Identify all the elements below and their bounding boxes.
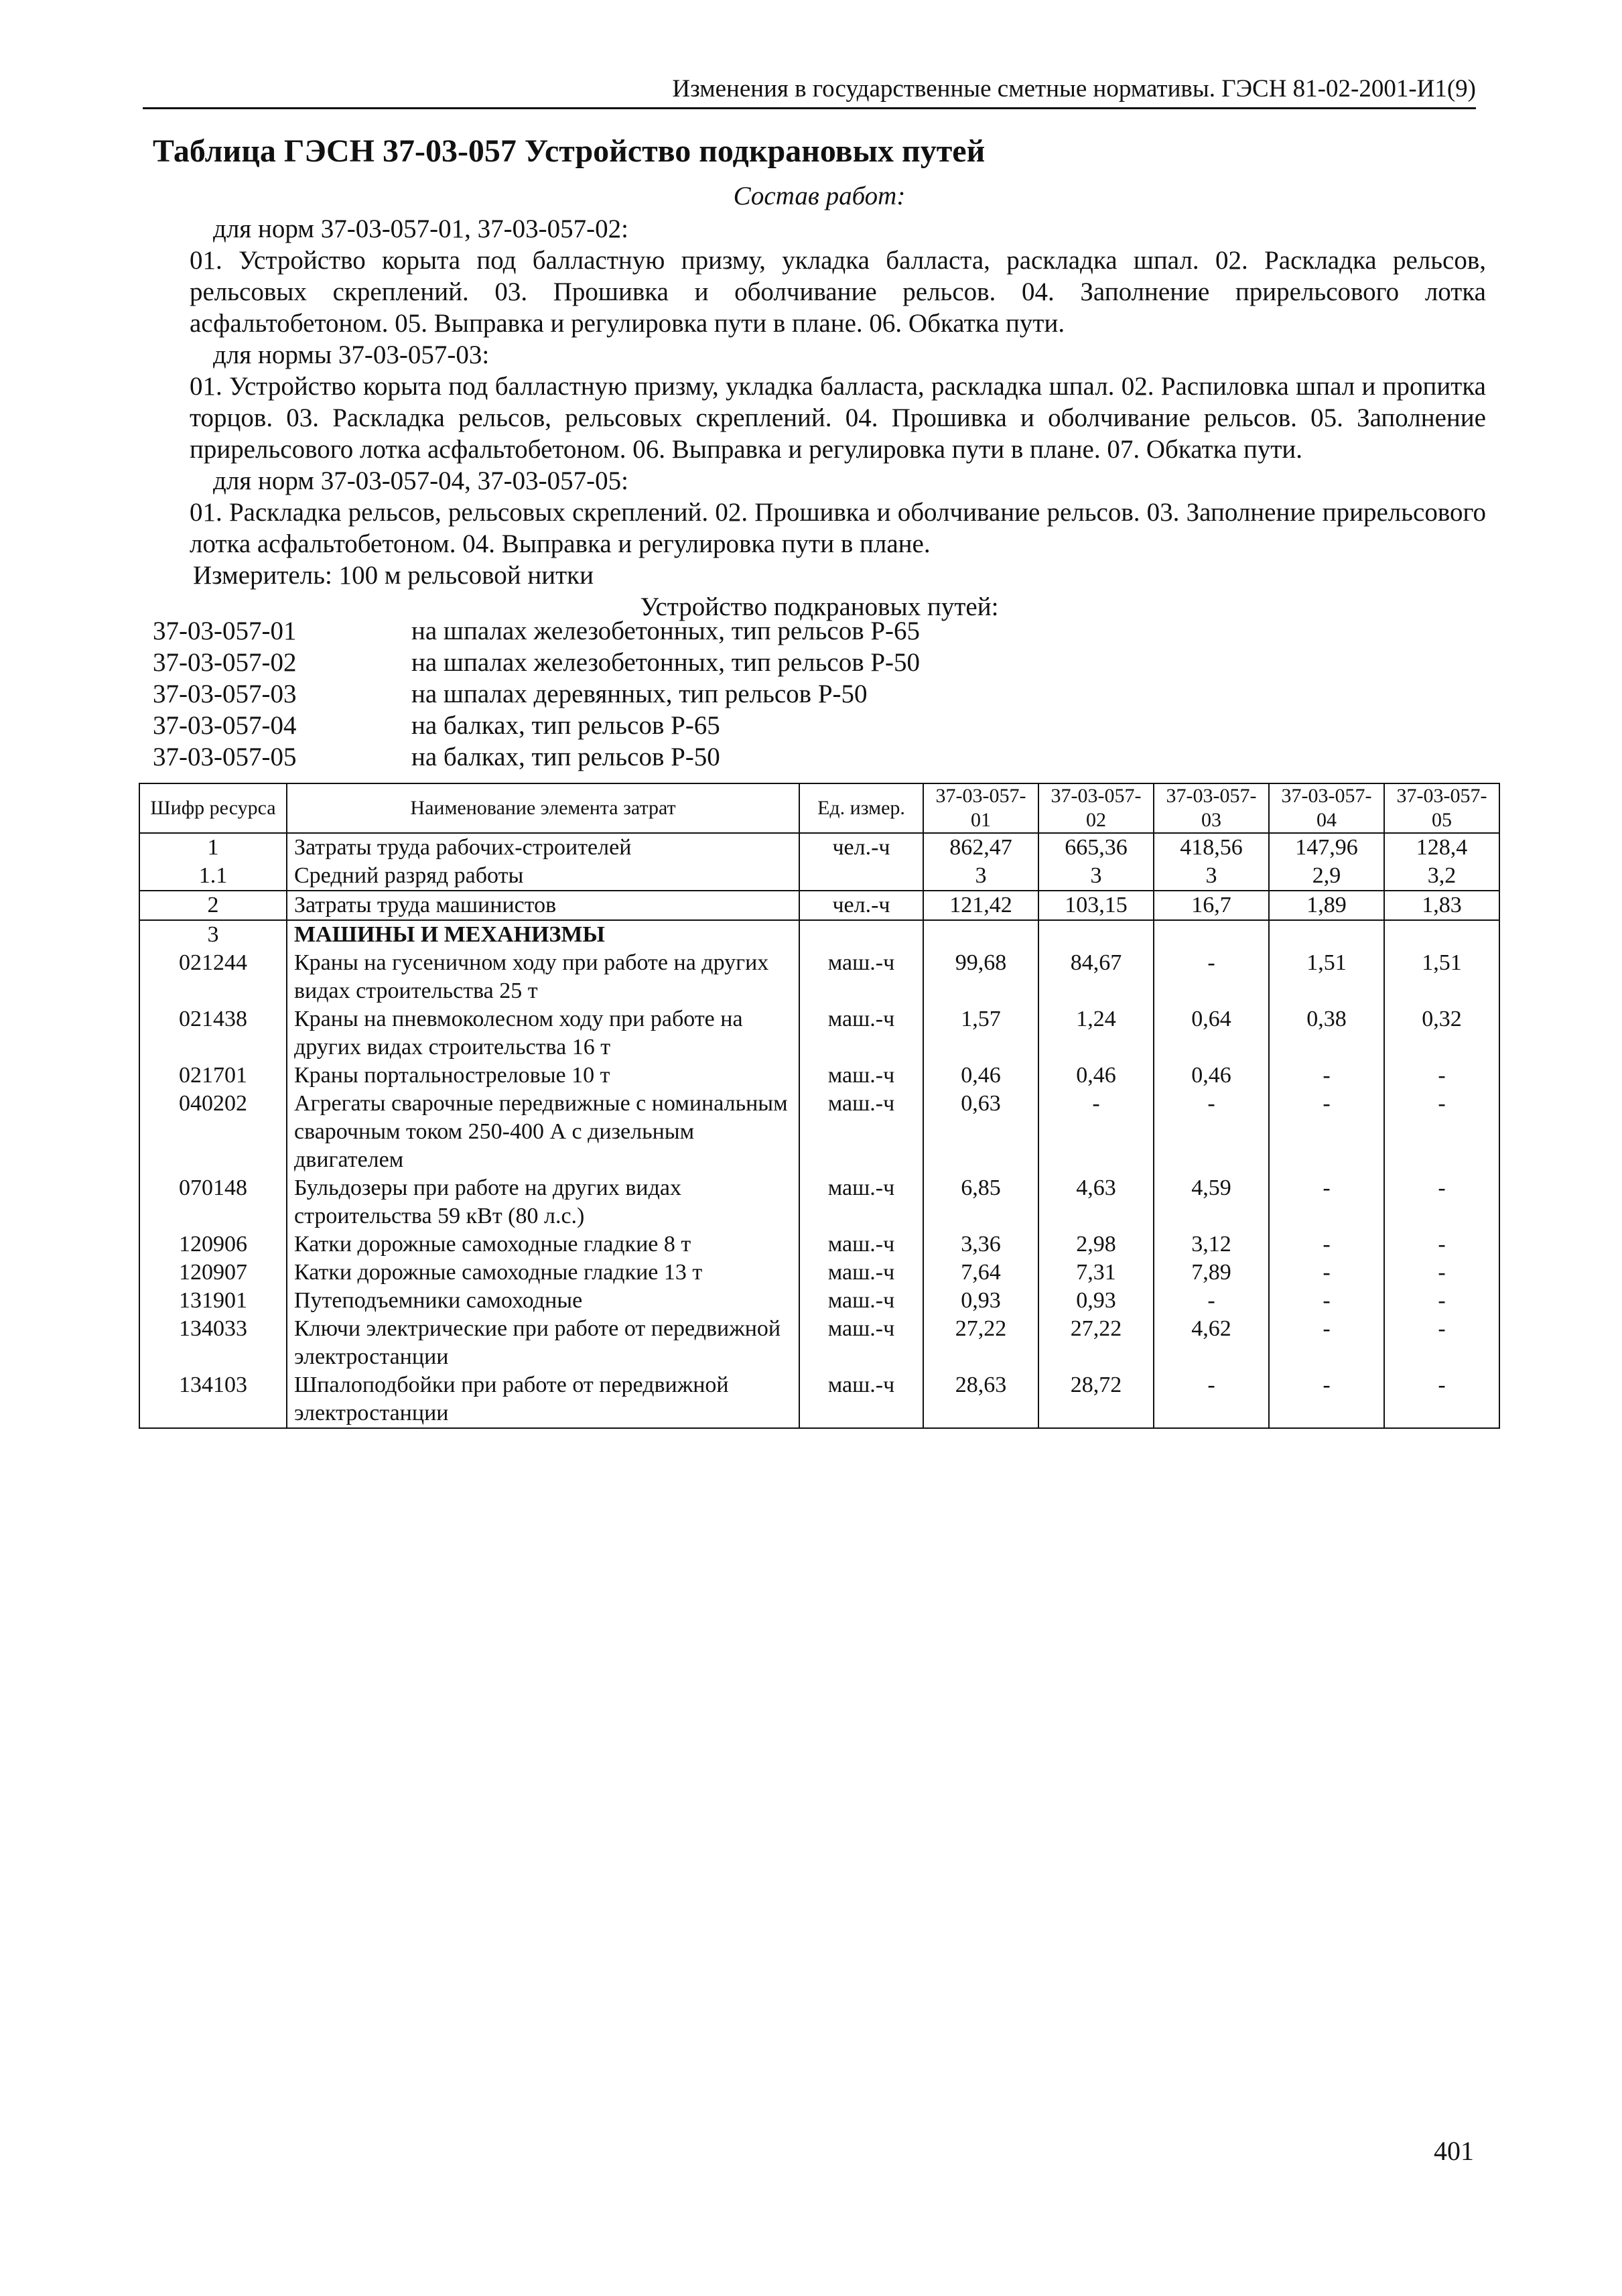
- table-row: [139, 862, 1499, 891]
- unit: маш.-ч: [799, 1287, 923, 1315]
- resource-code: 120907: [139, 1259, 287, 1287]
- norm-value: 862,47: [923, 833, 1038, 862]
- norm-description: на шпалах железобетонных, тип рельсов Р-65: [411, 617, 921, 645]
- running-header: Изменения в государственные сметные нормативы. ГЭСН 81-02-2001-И1(9): [143, 72, 1476, 109]
- norm-value: 1,51: [1269, 949, 1384, 1005]
- norm-value: 0,64: [1154, 1005, 1269, 1062]
- norm-value: -: [1384, 1259, 1499, 1287]
- work-composition-heading: Состав работ:: [733, 182, 906, 210]
- page-title: Таблица ГЭСН 37-03-057 Устройство подкрановых путей: [153, 133, 986, 169]
- table-row: [139, 949, 1499, 1005]
- norm-value: -: [1269, 1062, 1384, 1090]
- unit: маш.-ч: [799, 1174, 923, 1230]
- resource-code: 021244: [139, 949, 287, 1005]
- unit: маш.-ч: [799, 1090, 923, 1174]
- resource-code: 021701: [139, 1062, 287, 1090]
- resource-code: 134033: [139, 1315, 287, 1371]
- norm-value: -: [1269, 1371, 1384, 1428]
- resource-code: 131901: [139, 1287, 287, 1315]
- cost-element-name: Шпалоподбойки при работе от передвижной электростанции: [287, 1371, 799, 1428]
- table-row: [139, 1315, 1499, 1371]
- norm-value: 0,38: [1269, 1005, 1384, 1062]
- norm-value: 84,67: [1038, 949, 1154, 1005]
- norm-value: -: [1269, 1315, 1384, 1371]
- norm-value: -: [1269, 1287, 1384, 1315]
- norm-value: 6,85: [923, 1174, 1038, 1230]
- norm-value: 2,9: [1269, 862, 1384, 891]
- norm-value: -: [1384, 1090, 1499, 1174]
- norm-value: 1,83: [1384, 891, 1499, 920]
- norm-value: 0,46: [1154, 1062, 1269, 1090]
- norm-value: 1,51: [1384, 949, 1499, 1005]
- body-paragraph: для нормы 37-03-057-03:: [213, 340, 490, 369]
- norm-value: 7,64: [923, 1259, 1038, 1287]
- cost-element-name: МАШИНЫ И МЕХАНИЗМЫ: [287, 920, 799, 949]
- norm-value: -: [1384, 1230, 1499, 1259]
- resource-code: 1.1: [139, 862, 287, 891]
- resource-code: 040202: [139, 1090, 287, 1174]
- norm-value: 3: [1038, 862, 1154, 891]
- norm-value: 1,24: [1038, 1005, 1154, 1062]
- column-header: 37-03-057-02: [1038, 783, 1154, 833]
- cost-element-name: Краны на пневмоколесном ходу при работе на других видах строительства 16 т: [287, 1005, 799, 1062]
- norm-value: 4,62: [1154, 1315, 1269, 1371]
- column-header: 37-03-057-01: [923, 783, 1038, 833]
- norm-value: 418,56: [1154, 833, 1269, 862]
- resource-code: 070148: [139, 1174, 287, 1230]
- cost-element-name: Краны портальностреловые 10 т: [287, 1062, 799, 1090]
- norm-value: 4,59: [1154, 1174, 1269, 1230]
- table-row: [139, 1090, 1499, 1174]
- norm-value: 3,2: [1384, 862, 1499, 891]
- table-row: [139, 1371, 1499, 1428]
- table-row: [139, 1230, 1499, 1259]
- table-row: [139, 891, 1499, 920]
- norm-item: [153, 615, 920, 647]
- column-header: 37-03-057-03: [1154, 783, 1269, 833]
- norm-value: 3: [923, 862, 1038, 891]
- cost-element-name: Катки дорожные самоходные гладкие 8 т: [287, 1230, 799, 1259]
- norm-value: -: [1154, 1287, 1269, 1315]
- body-paragraph: для норм 37-03-057-01, 37-03-057-02:: [213, 214, 628, 243]
- norm-value: 99,68: [923, 949, 1038, 1005]
- norm-value: 103,15: [1038, 891, 1154, 920]
- unit: маш.-ч: [799, 1371, 923, 1428]
- norm-value: -: [1384, 1062, 1499, 1090]
- work-composition-text: [153, 213, 1486, 623]
- table-row: [139, 1174, 1499, 1230]
- norm-value: 2,98: [1038, 1230, 1154, 1259]
- body-paragraph: Измеритель: 100 м рельсовой нитки: [193, 561, 594, 590]
- norm-value: -: [1384, 1371, 1499, 1428]
- norm-description: на шпалах деревянных, тип рельсов Р-50: [411, 680, 868, 708]
- norm-description: на шпалах железобетонных, тип рельсов Р-50: [411, 648, 921, 677]
- norm-value: 147,96: [1269, 833, 1384, 862]
- norm-value: [1269, 920, 1384, 949]
- unit: [799, 862, 923, 891]
- table-header-row: [139, 783, 1499, 833]
- body-paragraph: 01. Устройство корыта под балластную призму, укладка балласта, раскладка шпал. 02. Раскладка рельсов, рельсовых скреплений. 03. Прошивка и оболчивание рельсов. 04. Заполнение прирельсового лотка асфальтобетоном. 05. Выправка и регулировка пути в плане. 06. Обкатка пути.: [190, 246, 1486, 338]
- unit: маш.-ч: [799, 1259, 923, 1287]
- column-header: Шифр ресурса: [139, 783, 287, 833]
- norm-value: -: [1384, 1287, 1499, 1315]
- table-row: [139, 833, 1499, 862]
- cost-element-name: Затраты труда машинистов: [287, 891, 799, 920]
- norm-code: 37-03-057-04: [153, 711, 297, 740]
- norm-value: -: [1384, 1315, 1499, 1371]
- norm-value: 27,22: [1038, 1315, 1154, 1371]
- unit: [799, 920, 923, 949]
- norm-value: 665,36: [1038, 833, 1154, 862]
- unit: чел.-ч: [799, 833, 923, 862]
- cost-element-name: Катки дорожные самоходные гладкие 13 т: [287, 1259, 799, 1287]
- cost-element-name: Агрегаты сварочные передвижные с номинальным сварочным током 250-400 А с дизельным двигателем: [287, 1090, 799, 1174]
- norm-value: -: [1154, 1371, 1269, 1428]
- cost-element-name: Краны на гусеничном ходу при работе на других видах строительства 25 т: [287, 949, 799, 1005]
- cost-element-name: Ключи электрические при работе от передвижной электростанции: [287, 1315, 799, 1371]
- norm-value: [1384, 920, 1499, 949]
- column-header: 37-03-057-05: [1384, 783, 1499, 833]
- unit: маш.-ч: [799, 1062, 923, 1090]
- norm-value: 28,72: [1038, 1371, 1154, 1428]
- body-paragraph: 01. Раскладка рельсов, рельсовых скреплений. 02. Прошивка и оболчивание рельсов. 03. Заполнение прирельсового лотка асфальтобетоном. 04. Выправка и регулировка пути в плане.: [190, 498, 1486, 558]
- norm-value: 1,57: [923, 1005, 1038, 1062]
- body-paragraph: 01. Устройство корыта под балластную призму, укладка балласта, раскладка шпал. 02. Распиловка шпал и пропитка торцов. 03. Раскладка рельсов, рельсовых скреплений. 04. Прошивка и оболчивание рельсов. 05. Заполнение прирельсового лотка асфальтобетоном. 06. Выправка и регулировка пути в плане. 07. Обкатка пути.: [190, 372, 1486, 464]
- resource-code: 021438: [139, 1005, 287, 1062]
- column-header: Наименование элемента затрат: [287, 783, 799, 833]
- column-header: Ед. измер.: [799, 783, 923, 833]
- norm-value: 128,4: [1384, 833, 1499, 862]
- table-row: [139, 1005, 1499, 1062]
- norm-value: -: [1269, 1259, 1384, 1287]
- norm-value: 3,12: [1154, 1230, 1269, 1259]
- unit: маш.-ч: [799, 1005, 923, 1062]
- cost-element-name: Затраты труда рабочих-строителей: [287, 833, 799, 862]
- resource-code: 3: [139, 920, 287, 949]
- norm-description: на балках, тип рельсов Р-50: [411, 743, 720, 771]
- norm-item: [153, 710, 920, 741]
- cost-element-name: Средний разряд работы: [287, 862, 799, 891]
- norm-value: -: [1384, 1174, 1499, 1230]
- norm-description: на балках, тип рельсов Р-65: [411, 711, 720, 740]
- norm-value: -: [1038, 1090, 1154, 1174]
- norm-value: [1154, 920, 1269, 949]
- norm-code: 37-03-057-05: [153, 743, 297, 771]
- norm-list: [153, 615, 920, 773]
- column-header: 37-03-057-04: [1269, 783, 1384, 833]
- norm-value: -: [1269, 1230, 1384, 1259]
- body-paragraph: Устройство подкрановых путей:: [640, 592, 999, 621]
- resource-table: [139, 783, 1500, 1429]
- norm-value: 28,63: [923, 1371, 1038, 1428]
- norm-item: [153, 678, 920, 710]
- norm-value: 27,22: [923, 1315, 1038, 1371]
- resource-code: 120906: [139, 1230, 287, 1259]
- table-row: [139, 1259, 1499, 1287]
- unit: маш.-ч: [799, 1230, 923, 1259]
- norm-value: 0,46: [923, 1062, 1038, 1090]
- norm-value: 0,46: [1038, 1062, 1154, 1090]
- unit: чел.-ч: [799, 891, 923, 920]
- norm-value: 7,31: [1038, 1259, 1154, 1287]
- resource-code: 1: [139, 833, 287, 862]
- norm-value: 0,32: [1384, 1005, 1499, 1062]
- cost-element-name: Путеподъемники самоходные: [287, 1287, 799, 1315]
- norm-value: [1038, 920, 1154, 949]
- norm-value: 0,93: [923, 1287, 1038, 1315]
- unit: маш.-ч: [799, 949, 923, 1005]
- body-paragraph: для норм 37-03-057-04, 37-03-057-05:: [213, 466, 628, 495]
- resource-code: 2: [139, 891, 287, 920]
- table-row: [139, 920, 1499, 949]
- resource-code: 134103: [139, 1371, 287, 1428]
- norm-code: 37-03-057-01: [153, 617, 297, 645]
- norm-value: 1,89: [1269, 891, 1384, 920]
- norm-item: [153, 647, 920, 678]
- norm-value: 16,7: [1154, 891, 1269, 920]
- norm-value: 0,63: [923, 1090, 1038, 1174]
- norm-value: 3,36: [923, 1230, 1038, 1259]
- norm-value: [923, 920, 1038, 949]
- norm-value: 3: [1154, 862, 1269, 891]
- norm-item: [153, 741, 920, 773]
- cost-element-name: Бульдозеры при работе на других видах строительства 59 кВт (80 л.с.): [287, 1174, 799, 1230]
- table-row: [139, 1062, 1499, 1090]
- unit: маш.-ч: [799, 1315, 923, 1371]
- norm-value: 121,42: [923, 891, 1038, 920]
- norm-code: 37-03-057-03: [153, 680, 297, 708]
- norm-value: -: [1154, 949, 1269, 1005]
- page-number: 401: [1434, 2136, 1474, 2166]
- norm-value: 7,89: [1154, 1259, 1269, 1287]
- norm-value: -: [1269, 1174, 1384, 1230]
- norm-code: 37-03-057-02: [153, 648, 297, 677]
- norm-value: 4,63: [1038, 1174, 1154, 1230]
- norm-value: -: [1154, 1090, 1269, 1174]
- norm-value: 0,93: [1038, 1287, 1154, 1315]
- norm-value: -: [1269, 1090, 1384, 1174]
- table-row: [139, 1287, 1499, 1315]
